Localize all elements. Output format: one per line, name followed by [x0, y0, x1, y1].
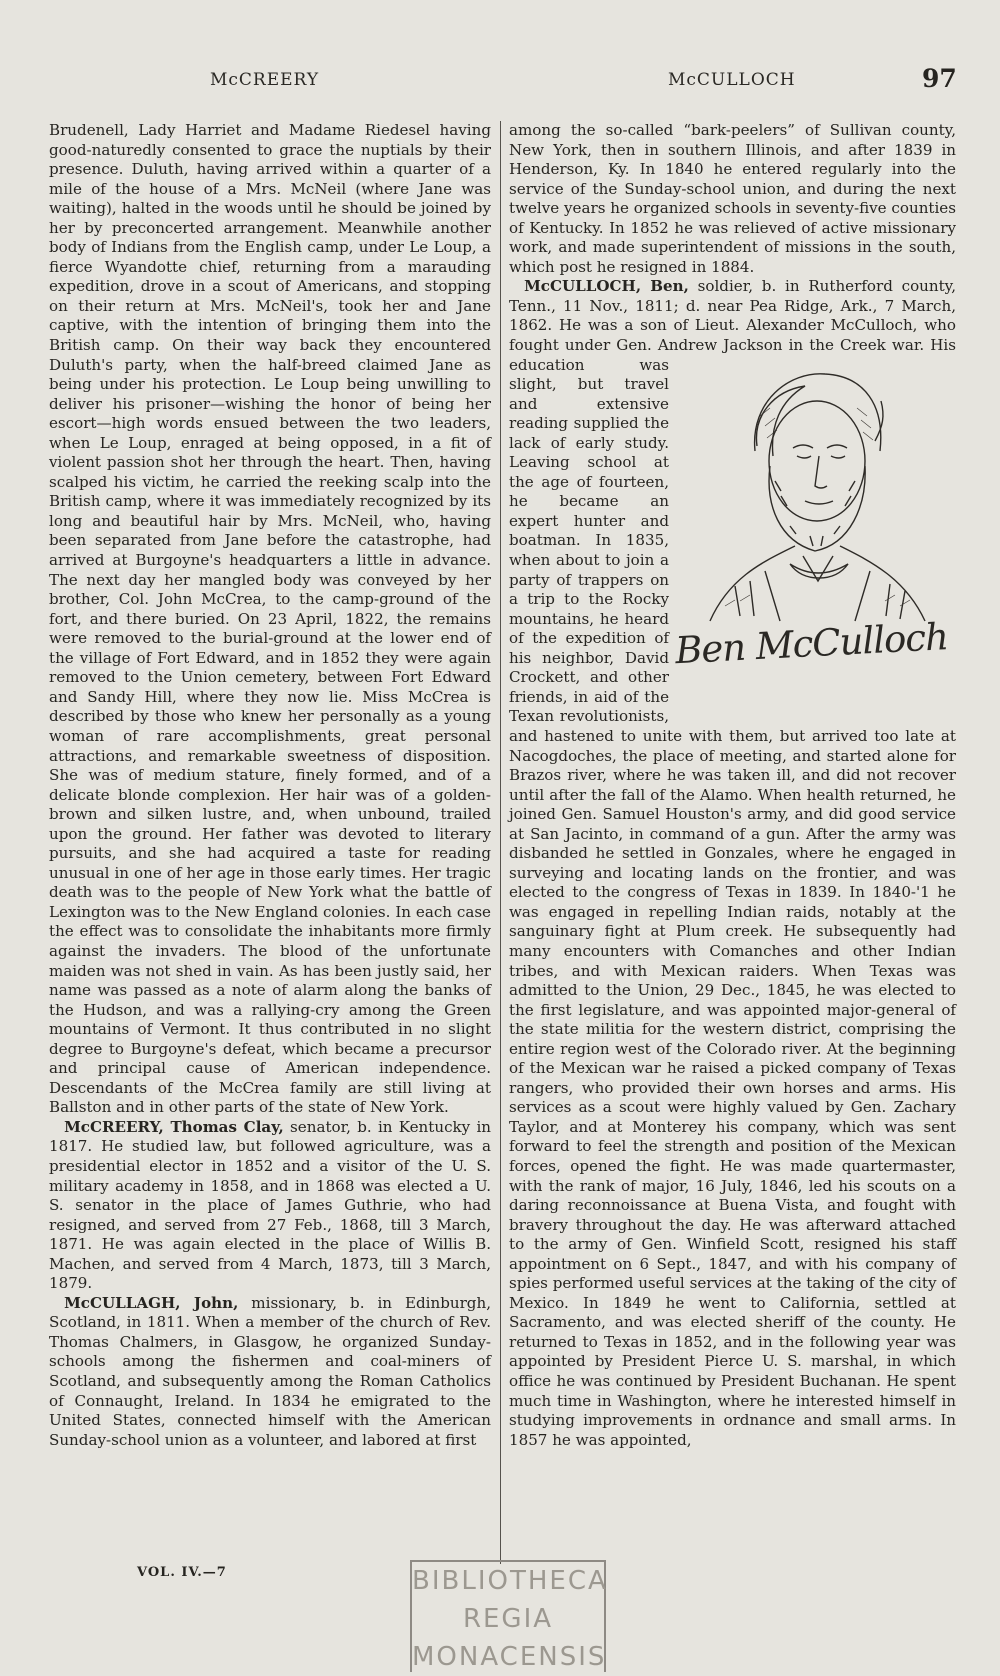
running-head-right: McCULLOCH — [668, 70, 796, 90]
signature-text: Ben McCulloch — [674, 614, 949, 672]
entry-heading: McCULLOCH, Ben, — [524, 277, 689, 296]
stamp-line: MONACENSIS — [412, 1642, 607, 1672]
entry-body: missionary, b. in Edinburgh, Scotland, in 1811. When a member of the church of Rev. Thomas Chalmers, in Glasgow, he organized Sunday-schools among the fishermen and coal-miners of Scotland, and subsequently among the Roman Catholics of Connaught, Ireland. In 1834 he emigrated to the United States, connected himself with the American Sunday-school union as a volunteer, and labored at first — [49, 1293, 491, 1449]
volume-signature: VOL. IV.—7 — [137, 1565, 227, 1580]
mccrea-article-continuation: Brudenell, Lady Harriet and Madame Riedesel having good-naturedly consented to grace the nuptials by their presence. Duluth, having arrived within a quarter of a mile of the house of a Mrs. McNeil (where Jane was waiting), halted in the woods until he should be joined by her by preconcerted arrangement. Meanwhile another body of Indians from the English camp, under Le Loup, a fierce Wyandotte chief, returning from a marauding expedition, drove in a scout of Americans, and stopping on their return at Mrs. McNeil's, took her and Jane captive, with the intention of bringing them into the British camp. On their way back they encountered Duluth's party, when the half-breed claimed Jane as being under his protection. Le Loup being unwilling to deliver his prisoner—wishing the honor of being her escort—high words ensued between the two leaders, when Le Loup, enraged at being opposed, in a fit of violent passion shot her through the heart. Then, having scalped his victim, he carried the reeking scalp into the British camp, where it was immediately recognized by its long and beautiful hair by Mrs. McNeil, who, having been separated from Jane before the catastrophe, had arrived at Burgoyne's headquarters a little in advance. The next day her mangled body was conveyed by her brother, Col. John McCrea, to the camp-ground of the fort, and there buried. On 23 April, 1822, the remains were removed to the burial-ground at the lower end of the village of Fort Edward, and in 1852 they were again removed to the Union cemetery, between Fort Edward and Sandy Hill, where they now lie. Miss McCrea is described by those who knew her personally as a young woman of rare accomplishments, great personal attractions, and remarkable sweetness of disposition. She was of medium stature, finely formed, and of a delicate blonde complexion. Her hair was of a golden-brown and silken lustre, and, when unbound, trailed upon the ground. Her father was devoted to literary pursuits, and she had acquired a taste for reading unusual in one of her age in those early times. Her tragic death was to the people of New York what the battle of Lexington was to the New England colonies. In each case the effect was to consolidate the inhabitants more firmly against the invaders. The blood of the unfortunate maiden was not shed in vain. As has been justly said, her name was passed as a note of alarm along the banks of the Hudson, and was a rallying-cry among the Green mountains of Vermont. It thus contributed in no slight degree to Burgoyne's defeat, which became a precursor and principal cause of American independence. Descendants of the McCrea family are still living at Ballston and in other parts of the state of New York. — [49, 121, 491, 1117]
library-stamp — [410, 1560, 606, 1672]
entry-body-rest: Jackson in the Creek war. His education was slight, but travel and extensive reading supplied the lack of early study. Leaving school at the age of fourteen, he became an expert hunter and boatman. In 1835, when about to join a party of trappers on a trip to the Rocky mountains, he heard of the expedition of his neighbor, David Crockett, and other friends, in aid of the Texan revolutionists, and hastened to unite with them, but arrived too late at Nacogdoches, the place of meeting, and started alone for Brazos river, where he was taken ill, and did not recover until after the fall of the Alamo. When health returned, he joined Gen. Samuel Houston's army, and did good service at San Jacinto, in command of a gun. After the army was disbanded he settled in Gonzales, where he engaged in surveying and locating lands on the frontier, and was elected to the congress of Texas in 1839. In 1840-'1 he was engaged in repelling Indian raids, notably at the sanguinary fight at Plum creek. He subsequently had many encounters with Comanches and other Indian tribes, and with Mexican raiders. When Texas was admitted to the Union, 29 Dec., 1845, he was elected to the first legislature, and was appointed major-general of the state militia for the western district, comprising the entire region west of the Colorado river. At the beginning of the Mexican war he raised a picked company of Texas rangers, who provided their own horses and arms. His services as a scout were highly valued by Gen. Zachary Taylor, and at Monterey his company, which was sent forward to feel the strength and position of the Mexican forces, opened the fight. He was made quartermaster, with the rank of major, 16 July, 1846, led his scouts on a daring reconnoissance at Buena Vista, and fought with bravery throughout the day. He was afterward attached to the army of Gen. Winfield Scott, resigned his staff appointment on 6 Sept., 1847, and with his company of spies performed useful services at the taking of the city of Mexico. In 1849 he went to California, settled at Sacramento, and was elected sheriff of the county. He returned to Texas in 1852, and in the following year was appointed by President Pierce U. S. marshal, in which office he was continued by President Buchanan. He spent much time in Washington, where he interested himself in studying improvements in ordnance and small arms. In 1857 he was appointed, — [509, 336, 956, 1449]
entry-mccreery — [49, 1118, 491, 1294]
stamp-line: REGIA — [462, 1604, 554, 1634]
entry-mcculloch — [509, 277, 956, 1450]
entry-body-start: soldier, b. in Rutherford county, Tenn., 11 Nov., 1811; d. near Pea Ridge, Ark., 7 March, 1862. He was a son of Lieut. Alexander McCulloch, who fought under Gen. Andrew — [509, 277, 956, 355]
page-number: 97 — [922, 64, 957, 93]
entry-heading: McCULLAGH, John, — [64, 1293, 239, 1312]
stamp-line: BIBLIOTHECA — [412, 1566, 608, 1596]
column-divider — [500, 121, 501, 1564]
mccullagh-article-continuation: among the so-called “bark-peelers” of Sullivan county, New York, then in southern Illinois, and after 1839 in Henderson, Ky. In 1840 he entered regularly into the service of the Sunday-school union, and during the next twelve years he organized schools in seventy-five counties of Kentucky. In 1852 he was relieved of active missionary work, and made superintendent of missions in the south, which post he resigned in 1884. — [509, 121, 956, 276]
right-column — [509, 121, 956, 1450]
entry-mccullagh — [49, 1294, 491, 1450]
running-head-left: McCREERY — [210, 70, 320, 90]
entry-heading: McCREERY, Thomas Clay, — [64, 1117, 284, 1136]
portrait-figure — [675, 356, 960, 726]
entry-body: senator, b. in Kentucky in 1817. He studied law, but followed agriculture, was a presidential elector in 1852 and a visitor of the U. S. military academy in 1858, and in 1868 was elected a U. S. senator in the place of James Guthrie, who had resigned, and served from 27 Feb., 1868, till 3 March, 1871. He was again elected in the place of Willis B. Machen, and served from 4 March, 1873, till 3 March, 1879. — [49, 1117, 492, 1293]
portrait-illustration — [695, 356, 940, 626]
left-column — [49, 121, 491, 1450]
